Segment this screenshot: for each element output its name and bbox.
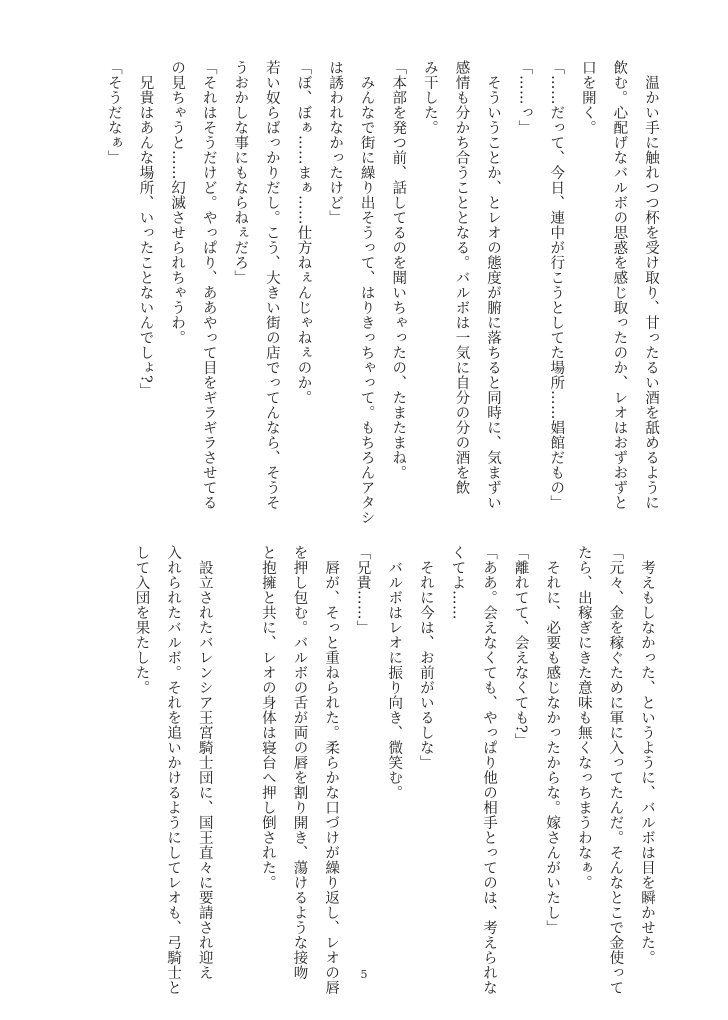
text-line: 口を開く。 bbox=[579, 60, 596, 135]
text-line: を押し包む。バルボの舌が両の唇を割り開き、蕩けるような接吻 bbox=[291, 545, 308, 980]
text-line: うおかしな事にもならねぇだろ」 bbox=[232, 60, 249, 285]
text-line: くてよ…… bbox=[449, 545, 466, 620]
text-line: の見ちゃうと……幻滅させられちゃうわ。 bbox=[169, 60, 186, 345]
upper-text-block bbox=[97, 60, 666, 525]
text-line: そういうことか、とレオの態度が腑に落ちると同時に、気まずい bbox=[485, 60, 502, 510]
text-line: 「元々、金を稼ぐために軍に入ってたんだ。そんなとこで金使って bbox=[607, 545, 624, 995]
text-line: と抱擁と共に、レオの身体は寝台へ押し倒された。 bbox=[259, 545, 276, 890]
text-line: それに、必要も感じなかったからな。嫁さんがいたし」 bbox=[544, 545, 561, 935]
text-line: 温かい手に触れつつ杯を受け取り、甘ったるい酒を舐めるように bbox=[643, 60, 659, 510]
text-line: 「ぼ、ぼぁ……まぁ……仕方ねぇんじゃねぇのか。 bbox=[295, 60, 312, 405]
text-line: 飲む。心配げなバルボの思惑を感じ取ったのか、レオはおずおずと bbox=[611, 60, 628, 510]
text-line: して入団を果たした。 bbox=[133, 545, 150, 695]
page-number: 5 bbox=[360, 968, 368, 981]
text-line: 「離れてて、会えなくても?」 bbox=[512, 545, 529, 749]
lower-text-block bbox=[125, 545, 662, 995]
text-line: 唇が、そっと重ねられた。柔らかな口づけが繰り返し、レオの唇 bbox=[323, 545, 340, 995]
text-line: は誘われなかったけど」 bbox=[327, 60, 344, 225]
text-line: 「本部を発つ前、話してるのを聞いちゃったの、たまたまね。 bbox=[390, 60, 407, 480]
text-line: 「それはそうだけど。やっぱり、ああやって目をギラギラさせてる bbox=[200, 60, 217, 510]
text-line: 「……だって、今日、連中が行こうとしてた場所……娼館だもの」 bbox=[548, 60, 565, 510]
text-line: 入れられたバルボ。それを追いかけるようにしてレオも、弓騎士と bbox=[165, 545, 182, 995]
text-line bbox=[220, 545, 252, 965]
text-line: バルボはレオに振り向き、微笑む。 bbox=[386, 545, 403, 800]
text-line: 「ああ。会えなくても、やっぱり他の相手とってのは、考えられな bbox=[481, 545, 498, 995]
text-line: 感情も分かち合うこととなる。バルボは一気に自分の分の酒を飲 bbox=[453, 60, 470, 495]
text-line: それに今は、お前がいるしな」 bbox=[417, 545, 434, 770]
text-line: 兄貴はあんな場所、いったことないんでしょ?」 bbox=[137, 60, 154, 399]
text-line: 「……っ」 bbox=[516, 60, 533, 135]
text-line: 設立されたバレンシア王宮騎士団に、国王直々に要請され迎え bbox=[196, 545, 213, 980]
text-line: 若い奴らばっかりだし。こう、大きい街の店でってんなら、そうそ bbox=[263, 60, 280, 510]
text-line: 「兄貴……」 bbox=[354, 545, 371, 635]
text-line: 考えもしなかった、というように、バルボは目を瞬かせた。 bbox=[639, 545, 655, 965]
text-line: たら、出稼ぎにきた意味も無くなっちまうわなぁ。 bbox=[575, 545, 592, 890]
text-line: 「そうだなぁ」 bbox=[105, 60, 122, 165]
text-line: み干した。 bbox=[421, 60, 438, 135]
text-line: みんなで街に繰り出そうって、はりきっちゃって。もちろんアタシ bbox=[358, 60, 375, 525]
